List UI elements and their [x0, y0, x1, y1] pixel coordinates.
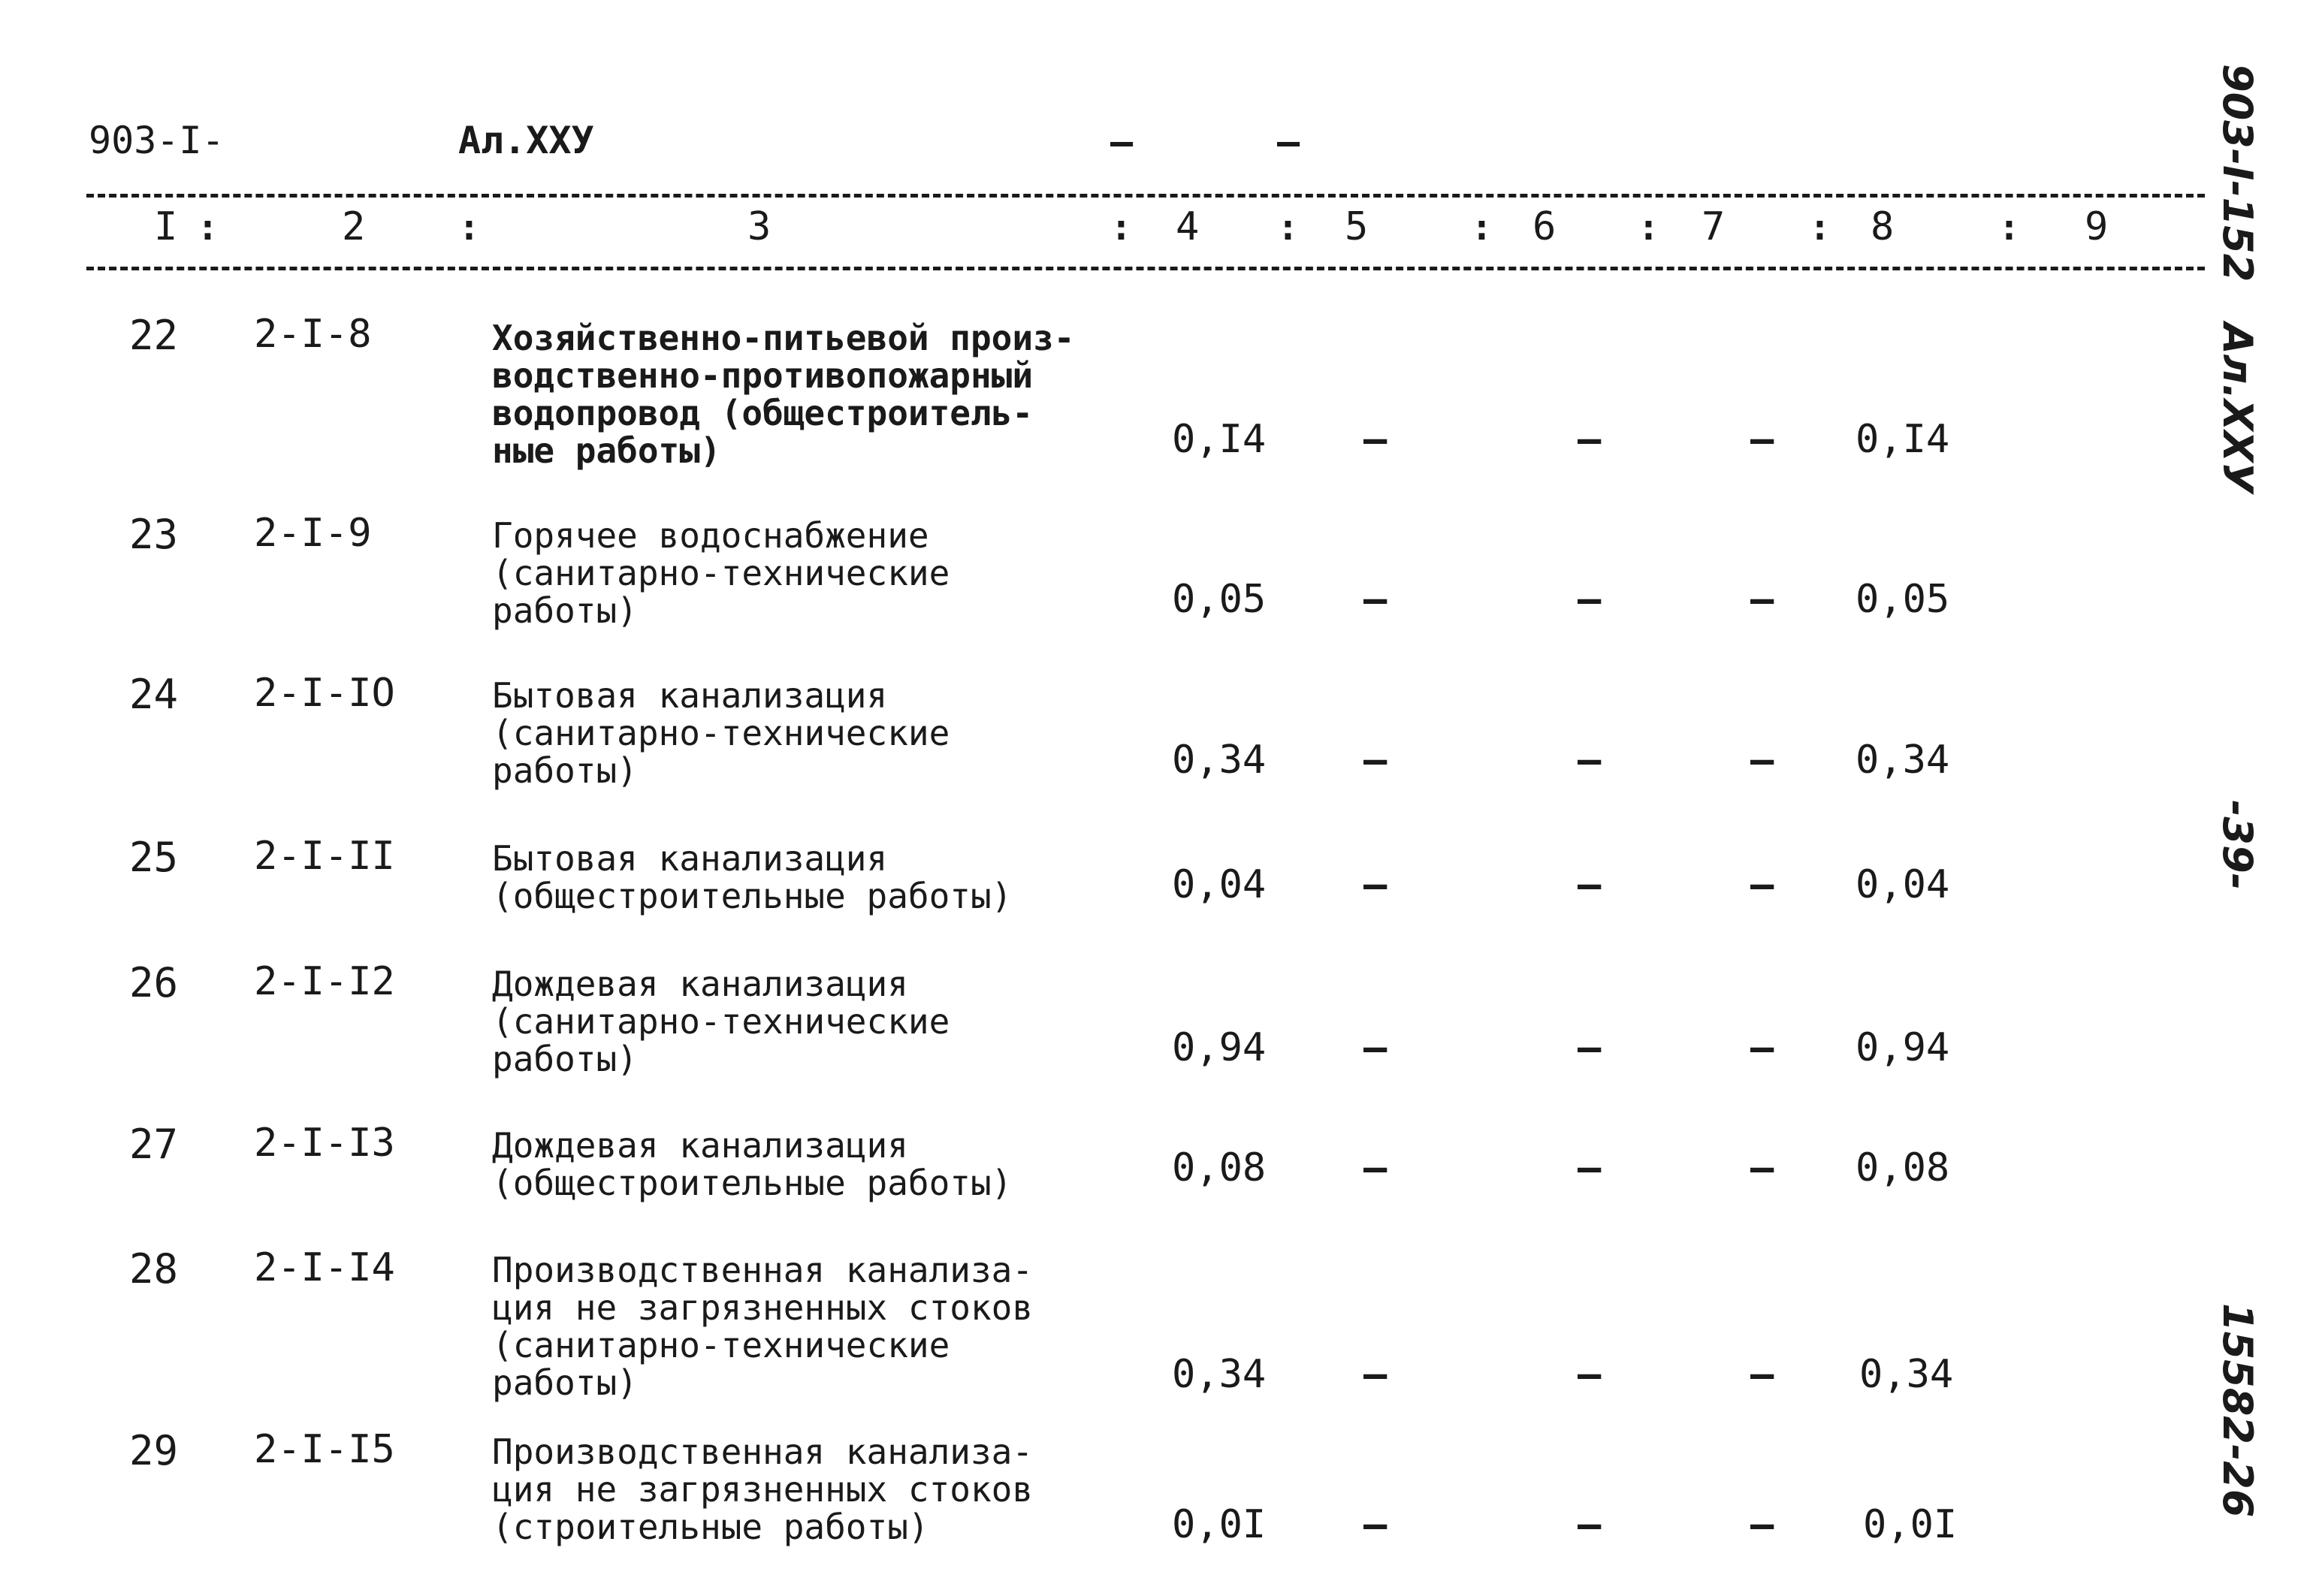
row-number: 25: [129, 834, 179, 881]
row-code: 2-I-I2: [254, 959, 395, 1004]
row-value-col6: –: [1578, 1025, 1602, 1070]
row-value-col6: –: [1578, 1145, 1602, 1190]
row-number: 27: [129, 1121, 179, 1168]
row-value-col7: –: [1750, 1025, 1774, 1070]
row-value-col6: –: [1578, 577, 1602, 622]
row-value-col6: –: [1578, 1352, 1602, 1397]
row-number: 24: [129, 671, 179, 718]
col-5-label: 5: [1345, 204, 1369, 249]
col-8-label: 8: [1871, 204, 1895, 249]
row-number: 28: [129, 1245, 179, 1293]
margin-page-number: -39-: [2214, 800, 2261, 890]
row-description: Дождевая канализация (общестроительные работы): [492, 1125, 1013, 1203]
row-value-col8: 0,34: [1856, 738, 1950, 783]
col-7-label: 7: [1702, 204, 1726, 249]
row-code: 2-I-IO: [254, 671, 395, 716]
col-separator: :: [1638, 207, 1659, 249]
row-value-col5: –: [1363, 738, 1388, 783]
row-value-col5: –: [1363, 577, 1388, 622]
row-value-col4: 0,34: [1172, 738, 1267, 783]
row-value-col7: –: [1750, 1145, 1774, 1190]
header-dash-b: –: [1277, 120, 1300, 164]
row-value-col8: 0,I4: [1856, 417, 1950, 462]
col-separator: :: [1809, 207, 1831, 249]
col-1-label: I: [154, 204, 178, 249]
row-description: Бытовая канализация (санитарно-технические работы): [492, 675, 950, 791]
row-description: Бытовая канализация (общестроительные работы): [492, 838, 1013, 916]
col-separator: :: [1471, 207, 1493, 249]
row-description: Горячее водоснабжение (санитарно-технические работы): [492, 515, 950, 631]
col-separator: :: [1277, 207, 1299, 249]
row-value-col5: –: [1363, 862, 1388, 907]
margin-sheet-code: 15582-26: [2214, 1303, 2261, 1518]
row-value-col7: –: [1750, 738, 1774, 783]
row-number: 23: [129, 511, 179, 558]
col-4-label: 4: [1176, 204, 1200, 249]
album-label: Ал.XXУ: [458, 119, 594, 162]
row-value-col5: –: [1363, 1352, 1388, 1397]
row-description: Дождевая канализация (санитарно-технические работы): [492, 964, 950, 1079]
row-value-col4: 0,34: [1172, 1352, 1267, 1397]
col-separator: :: [458, 207, 480, 249]
row-value-col4: 0,I4: [1172, 417, 1267, 462]
row-code: 2-I-8: [254, 312, 372, 357]
col-6-label: 6: [1532, 204, 1557, 249]
doc-series-label: 903-I-: [89, 119, 225, 162]
row-value-col4: 0,94: [1172, 1025, 1267, 1070]
row-value-col4: 0,0I: [1172, 1502, 1267, 1547]
row-value-col8: 0,0I: [1863, 1502, 1958, 1547]
col-separator: :: [197, 207, 219, 249]
row-code: 2-I-I5: [254, 1427, 395, 1472]
row-description: Хозяйственно-питьевой произ- водственно-противопожарный водопровод (общестроитель- ные работы): [492, 318, 1075, 471]
row-value-col6: –: [1578, 862, 1602, 907]
row-value-col5: –: [1363, 417, 1388, 462]
row-code: 2-I-I4: [254, 1245, 395, 1290]
col-2-label: 2: [342, 204, 366, 249]
row-value-col4: 0,08: [1172, 1145, 1267, 1190]
row-value-col6: –: [1578, 417, 1602, 462]
row-number: 22: [129, 312, 179, 359]
row-value-col8: 0,08: [1856, 1145, 1950, 1190]
row-value-col6: –: [1578, 1502, 1602, 1547]
row-value-col4: 0,04: [1172, 862, 1267, 907]
margin-album: Ал.XXУ: [2214, 323, 2261, 493]
col-3-label: 3: [747, 204, 772, 249]
row-value-col6: –: [1578, 738, 1602, 783]
row-description: Производственная канализа- ция не загрязненных стоков (строительные работы): [492, 1432, 1034, 1547]
row-value-col7: –: [1750, 1502, 1774, 1547]
row-value-col8: 0,05: [1856, 577, 1950, 622]
header-rule-bottom: [86, 267, 2205, 270]
col-separator: :: [1110, 207, 1132, 249]
row-value-col4: 0,05: [1172, 577, 1267, 622]
row-number: 26: [129, 959, 179, 1006]
row-number: 29: [129, 1427, 179, 1474]
row-value-col7: –: [1750, 1352, 1774, 1397]
row-description: Производственная канализа- ция не загрязненных стоков (санитарно-технические работы): [492, 1250, 1034, 1403]
row-value-col8: 0,04: [1856, 862, 1950, 907]
row-value-col5: –: [1363, 1025, 1388, 1070]
row-code: 2-I-9: [254, 511, 372, 556]
row-value-col5: –: [1363, 1502, 1388, 1547]
row-value-col7: –: [1750, 862, 1774, 907]
row-code: 2-I-I3: [254, 1121, 395, 1166]
header-dash-a: –: [1110, 120, 1134, 164]
row-value-col7: –: [1750, 417, 1774, 462]
row-value-col5: –: [1363, 1145, 1388, 1190]
row-code: 2-I-II: [254, 834, 395, 879]
row-value-col8: 0,34: [1859, 1352, 1954, 1397]
row-value-col8: 0,94: [1856, 1025, 1950, 1070]
margin-doc-code: 903-I-152: [2214, 64, 2261, 282]
header-rule-top: [86, 194, 2205, 198]
col-separator: :: [1998, 207, 2020, 249]
row-value-col7: –: [1750, 577, 1774, 622]
col-9-label: 9: [2085, 204, 2109, 249]
